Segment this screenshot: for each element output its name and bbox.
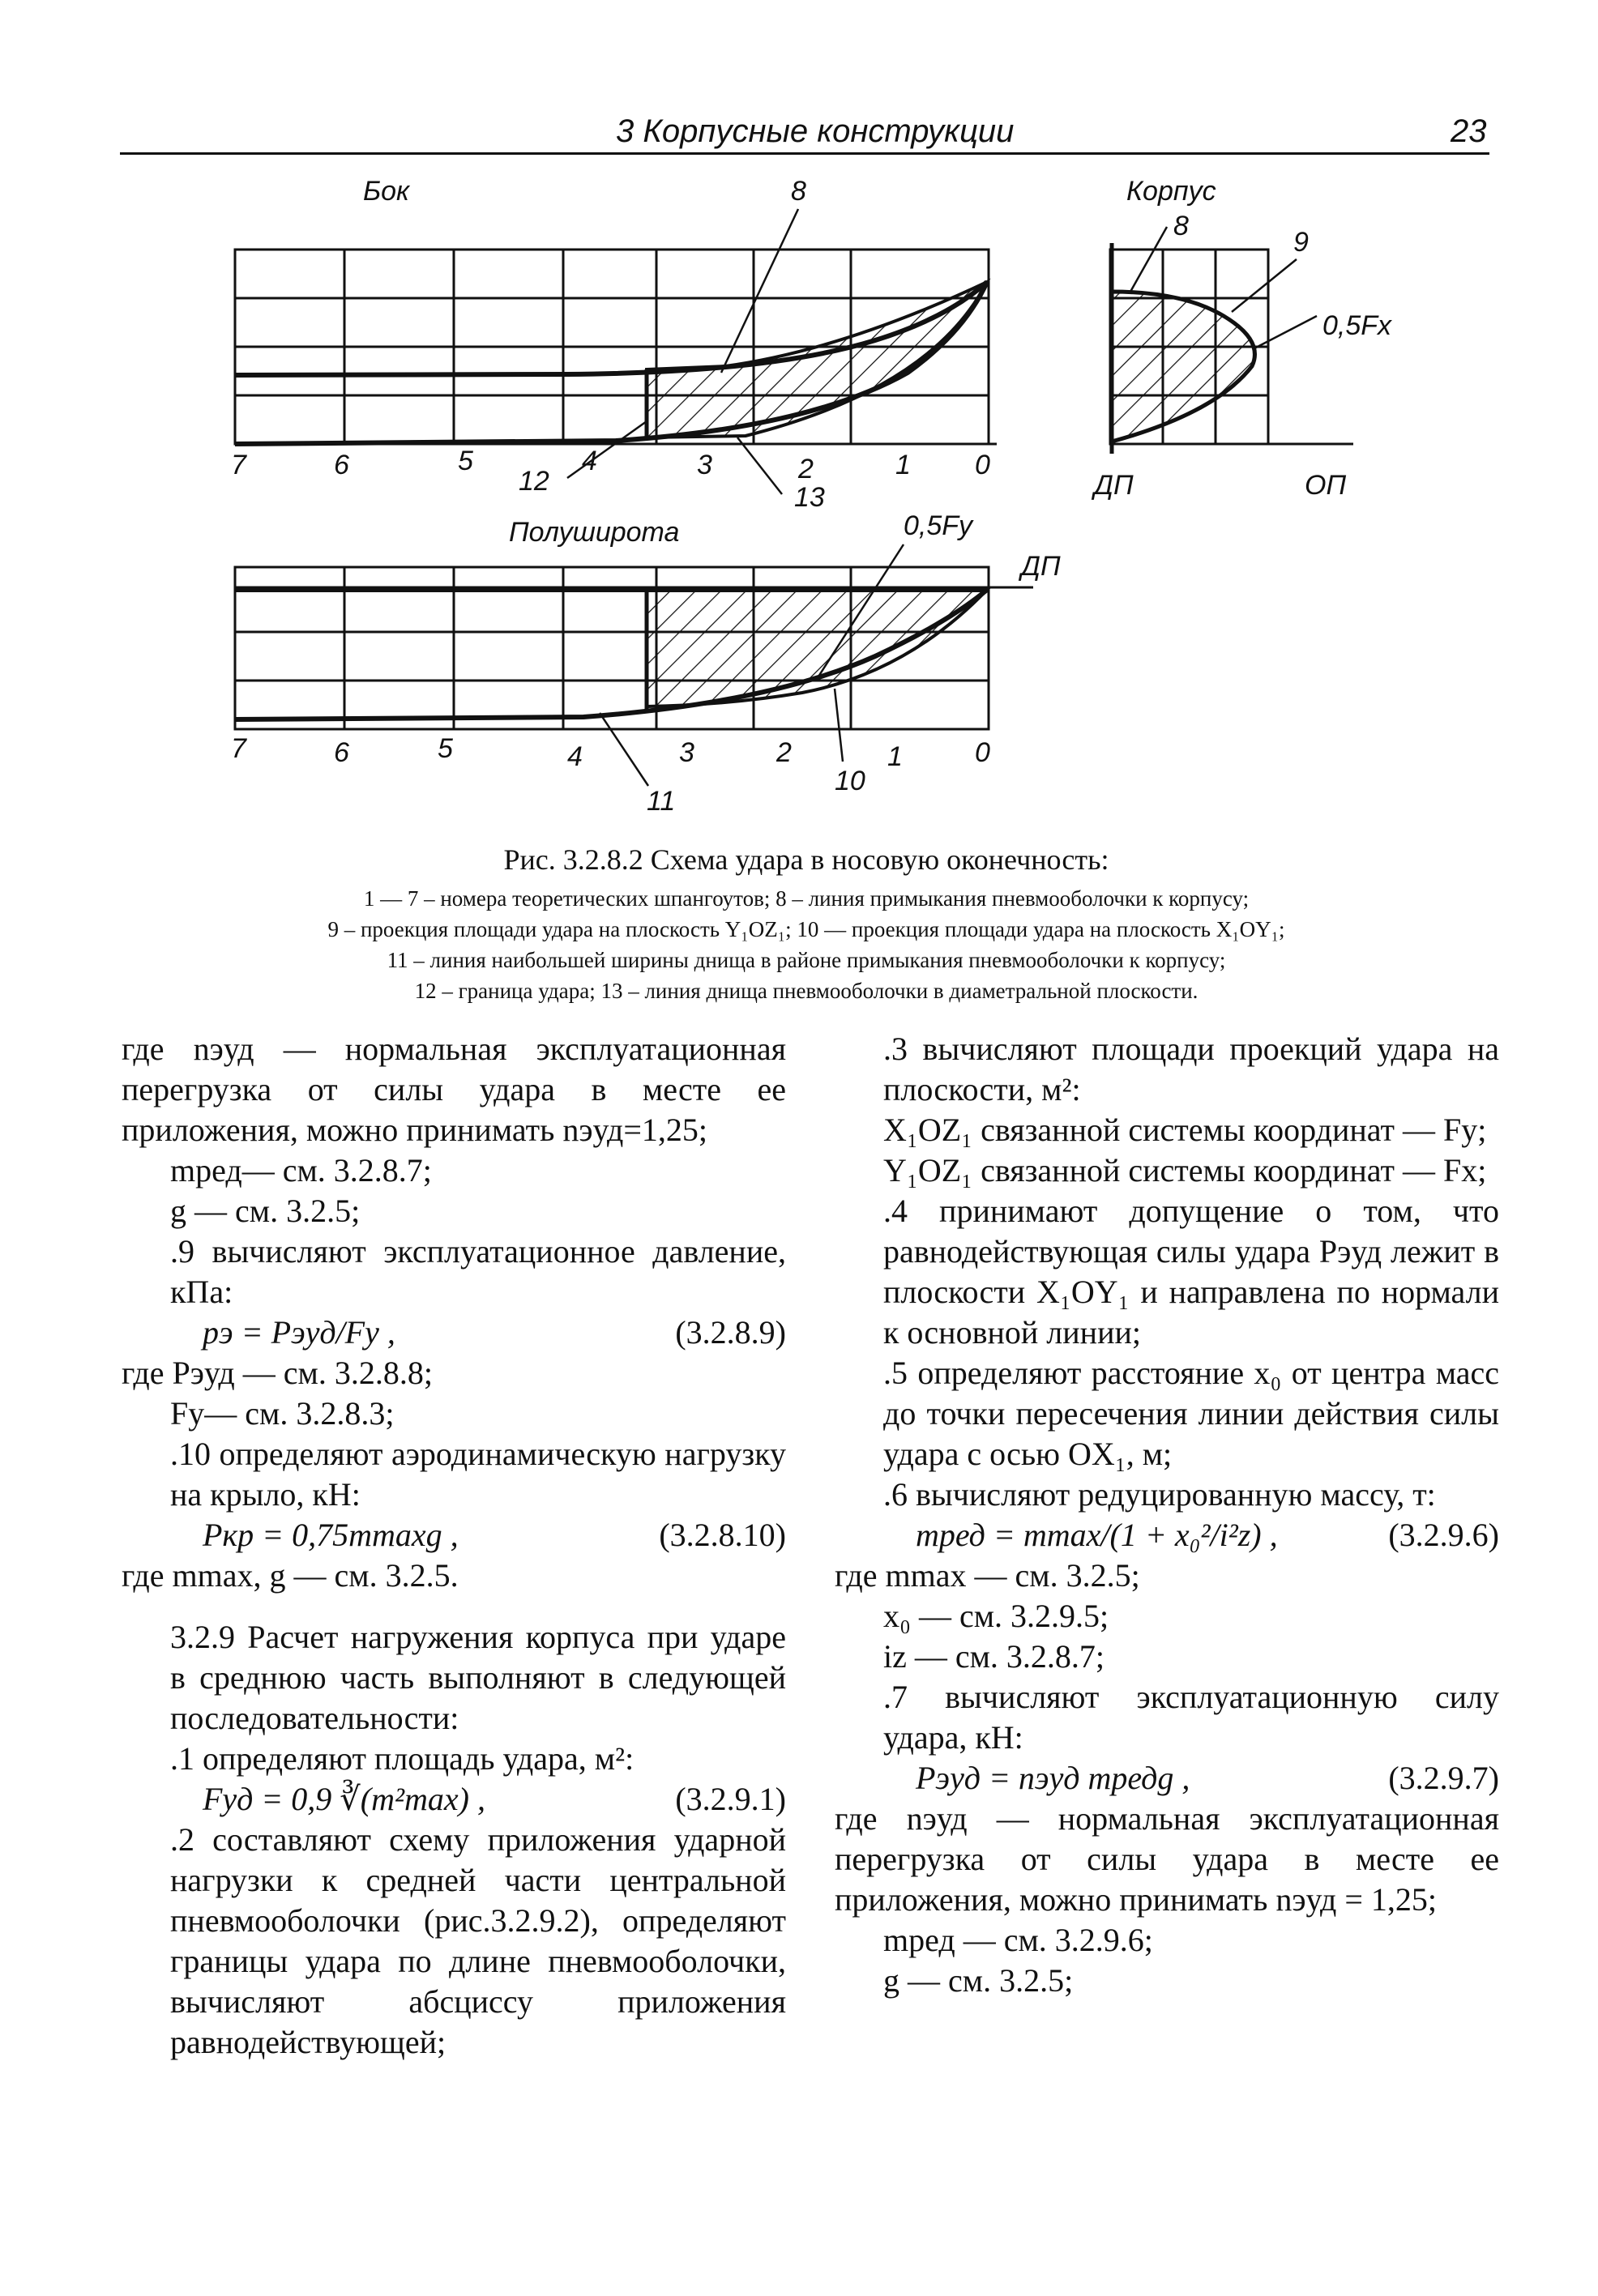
callout-8-top: 8 — [791, 176, 806, 207]
equation-number: (3.2.9.7) — [1388, 1760, 1499, 1796]
paragraph: X₁OZ₁ связанной системы координат — Fy; — [883, 1112, 1487, 1148]
equation-3-2-9-7 — [835, 1758, 1499, 1799]
label-dp-plan: ДП — [1021, 551, 1061, 582]
paragraph: где mmax, g — см. 3.2.5. — [122, 1557, 459, 1594]
callout-8-side: 8 — [1173, 211, 1189, 241]
paragraph: .7 вычисляют эксплуатационную силу удара, кН: — [883, 1679, 1499, 1756]
callout-11: 11 — [647, 786, 676, 817]
header-rule — [120, 152, 1489, 155]
caption-line-4: 12 – граница удара; 13 – линия днища пневмооболочки в диаметральной плоскости. — [414, 979, 1198, 1003]
label-op: ОП — [1305, 470, 1347, 501]
station-4-bottom: 4 — [567, 741, 583, 772]
paragraph: Fy— см. 3.2.8.3; — [170, 1395, 395, 1432]
impact-area-plan — [647, 590, 987, 706]
paragraph: mред— см. 3.2.8.7; — [170, 1152, 432, 1189]
equation-body: Pкр = 0,75mmaxg , — [203, 1517, 459, 1553]
paragraph: .5 определяют расстояние x₀ от центра масс до точки пересечения линии действия силы удара с осью OX₁, м; — [883, 1355, 1499, 1472]
paragraph: .10 определяют аэродинамическую нагрузку на крыло, кН: — [170, 1436, 786, 1513]
paragraph: iz — см. 3.2.8.7; — [883, 1638, 1105, 1675]
caption-line-1: 1 — 7 – номера теоретических шпангоутов; 8 – линия примыкания пневмооболочки к корпусу; — [363, 886, 1250, 911]
caption-line-3: 11 – линия наибольшей ширины днища в районе примыкания пневмооболочки к корпусу; — [387, 948, 1226, 972]
station-3-top: 3 — [697, 450, 712, 480]
equation-body: mред = mmax/(1 + x₀²/i²z) , — [916, 1517, 1278, 1553]
section-3-2-9: 3.2.9 Расчет нагружения корпуса при ударе в среднюю часть выполняют в следующей последовательности: — [170, 1619, 786, 1736]
paragraph: Y₁OZ₁ связанной системы координат — Fx; — [883, 1152, 1487, 1189]
callout-13: 13 — [794, 482, 825, 513]
paragraph: где Pэуд — см. 3.2.8.8; — [122, 1355, 433, 1391]
bottom-station-labels — [231, 733, 990, 772]
paragraph: .6 вычисляют редуцированную массу, т: — [883, 1476, 1436, 1513]
paragraph: g — см. 3.2.5; — [883, 1962, 1074, 1999]
station-1-top: 1 — [895, 450, 911, 480]
left-column — [122, 1029, 786, 2063]
station-2-bottom: 2 — [776, 737, 792, 768]
equation-3-2-9-1 — [122, 1779, 786, 1820]
label-bok: Бок — [363, 176, 410, 207]
equation-number: (3.2.8.9) — [675, 1314, 786, 1351]
paragraph: mред — см. 3.2.9.6; — [883, 1922, 1153, 1958]
paragraph: g — см. 3.2.5; — [170, 1193, 361, 1229]
equation-body: Fуд = 0,9 ∛(m²max) , — [203, 1781, 485, 1817]
paragraph: где mmax — см. 3.2.5; — [835, 1557, 1140, 1594]
station-1-bottom: 1 — [887, 741, 903, 772]
right-column — [835, 1029, 1499, 2001]
station-4-top: 4 — [582, 446, 597, 476]
paragraph: .9 вычисляют эксплуатационное давление, кПа: — [170, 1233, 786, 1310]
callout-12: 12 — [519, 466, 549, 497]
equation-3-2-9-6 — [835, 1515, 1499, 1556]
callout-10: 10 — [835, 766, 865, 796]
equation-3-2-8-10 — [122, 1515, 786, 1556]
top-station-labels — [231, 446, 990, 484]
paragraph: .4 принимают допущение о том, что равнодействующая силы удара Pэуд лежит в плоскости X₁OY₁ и направлена по нормали к основной линии; — [883, 1193, 1499, 1351]
paragraph: x₀ — см. 3.2.9.5; — [883, 1598, 1109, 1634]
equation-number: (3.2.9.6) — [1388, 1517, 1499, 1553]
caption-line-2: 9 – проекция площади удара на плоскость Y₁OZ₁; 10 — проекция площади удара на плоскость X₁OY₁; — [327, 917, 1285, 941]
station-6-bottom: 6 — [334, 737, 349, 768]
station-0-bottom: 0 — [975, 737, 990, 768]
impact-scheme-figure — [0, 162, 1598, 834]
station-7-top: 7 — [231, 450, 246, 480]
paragraph: .1 определяют площадь удара, м²: — [170, 1740, 634, 1777]
label-dp-side: ДП — [1094, 470, 1134, 501]
page-number: 23 — [1451, 113, 1487, 149]
label-korpus: Корпус — [1126, 176, 1216, 207]
paragraph: .2 составляют схему приложения ударной нагрузки к средней части центральной пневмооболочки (рис.3.2.9.2), определяют границы удара по длине пневмооболочки, вычисляют абсциссу приложения равнодействующей; — [170, 1821, 786, 2060]
running-header-title: 3 Корпусные конструкции — [616, 113, 1015, 149]
station-7-bottom: 7 — [231, 733, 246, 764]
label-polushirota: Полуширота — [509, 517, 680, 548]
paragraph: где nэуд — нормальная эксплуатационная перегрузка от силы удара в месте ее приложения, можно принимать nэуд = 1,25; — [835, 1800, 1499, 1918]
station-5-top: 5 — [458, 446, 473, 476]
caption-title: Рис. 3.2.8.2 Схема удара в носовую оконечность: — [503, 843, 1109, 876]
equation-body: Pэуд = nэуд mредg , — [916, 1760, 1190, 1796]
station-6-top: 6 — [334, 450, 349, 480]
station-3-bottom: 3 — [679, 737, 694, 768]
equation-number: (3.2.9.1) — [675, 1781, 786, 1817]
equation-number: (3.2.8.10) — [659, 1517, 786, 1553]
station-5-bottom: 5 — [438, 733, 453, 764]
paragraph: где nэуд — нормальная эксплуатационная перегрузка от силы удара в месте ее приложения, можно принимать nэуд=1,25; — [122, 1031, 786, 1148]
equation-3-2-8-9 — [122, 1312, 786, 1353]
impact-area-body — [1112, 292, 1254, 442]
callout-9: 9 — [1293, 227, 1309, 258]
station-2-top: 2 — [798, 454, 814, 484]
station-0-top: 0 — [975, 450, 990, 480]
label-fy: 0,5Fy — [904, 510, 973, 541]
equation-body: pэ = Pэуд/Fy , — [203, 1314, 395, 1351]
figure-caption — [122, 843, 1491, 1006]
label-fx: 0,5Fx — [1322, 310, 1392, 341]
impact-area-side — [647, 282, 987, 437]
paragraph: .3 вычисляют площади проекций удара на плоскости, м²: — [883, 1031, 1499, 1107]
